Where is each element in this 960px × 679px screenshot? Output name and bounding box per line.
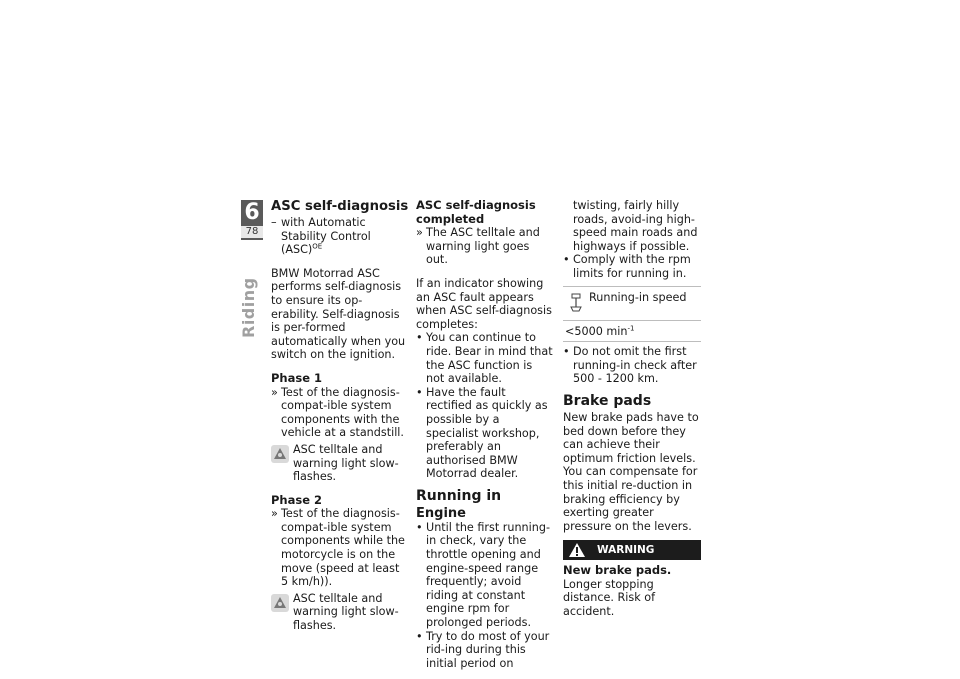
bullet-icon: • [416,629,423,643]
gauge-icon [569,293,583,317]
list-item: • Until the first running-in check, vary the throttle opening and engine-speed range frequently; avoid riding at constant engine rpm for prolonged periods. [416,520,550,630]
list-item: • Try to do most of your rid-ing during this initial period on [416,629,550,670]
page-number: 78 [241,226,263,238]
asc-completed-title: ASC self-diagnosis completed [416,198,536,226]
list-item: • Do not omit the first running-in check after 500 - 1200 km. [563,345,697,386]
column-3 [563,199,701,619]
brake-pads-text: New brake pads have to bed down before they can achieve their optimum friction levels. You can compensate for this initial re-duction in braking efficiency by exerting greater pressure on the levers. [563,410,699,533]
bullet-icon: • [416,520,423,534]
equipment-line: – with Automatic Stability Control (ASC)$^{OE}$ [271,216,371,257]
dash-icon: – [271,216,277,229]
asc-warning-light-icon [271,445,289,463]
result-icon: » [271,385,278,399]
column-2 [416,199,554,670]
phase1-title: Phase 1 [271,370,323,385]
spec-table [563,286,701,343]
asc-intro: BMW Motorrad ASC performs self-diagnosis to ensure its op-erability. Self-diagnosis is per-formed automatically when you switch on the ignition. [271,266,406,362]
phase2-title: Phase 2 [271,492,323,507]
chapter-tab [241,200,263,240]
chapter-number: 6 [244,200,260,225]
fault-intro: If an indicator showing an ASC fault appears when ASC self-diagnosis completes: [416,276,552,331]
bullet-icon: • [563,253,570,267]
warning-title: New brake pads. [563,563,672,578]
result-icon: » [416,226,423,240]
running-in-title: Running in [416,487,502,504]
continuation-text: twisting, fairly hilly roads, avoid-ing high-speed main roads and highways if possible. [573,199,698,253]
result-icon: » [271,507,278,521]
oe-superscript: OE [312,242,323,251]
list-item: • Comply with the rpm limits for running in. [563,253,691,280]
engine-title: Engine [416,505,466,521]
bullet-icon: • [563,345,570,359]
phase2-note: ASC telltale and warning light slow-flashes. [271,592,409,633]
spec-value: <5000 $\min^{-1}$ [565,323,635,338]
brake-pads-title: Brake pads [563,392,652,409]
warning-triangle-icon [568,542,586,565]
phase1-note: ASC telltale and warning light slow-flashes. [271,443,409,484]
spec-header [563,287,701,321]
asc-heading: ASC self-diagnosis [271,199,409,214]
column-1 [271,199,409,633]
phase1-step: » Test of the diagnosis-compat-ible system components with the vehicle at a standstill. [271,385,404,440]
list-item: • Have the fault rectified as quickly as possible by a specialist workshop, preferably an authorised BMW Motorrad dealer. [416,385,548,481]
asc-warning-light-icon [271,594,289,612]
chapter-title: Riding [239,277,258,338]
spec-label: Running-in speed [589,290,687,304]
warning-banner: WARNING [563,540,701,560]
bullet-icon: • [416,331,423,345]
warning-text: Longer stopping distance. Risk of accident. [563,577,656,619]
completed-step: » The ASC telltale and warning light goes out. [416,226,540,267]
list-item: • You can continue to ride. Bear in mind that the ASC function is not available. [416,331,553,386]
phase2-step: » Test of the diagnosis-compat-ible system components while the motorcycle is on the move (speed at least 5 km/h)). [271,507,405,589]
bullet-icon: • [416,385,423,399]
